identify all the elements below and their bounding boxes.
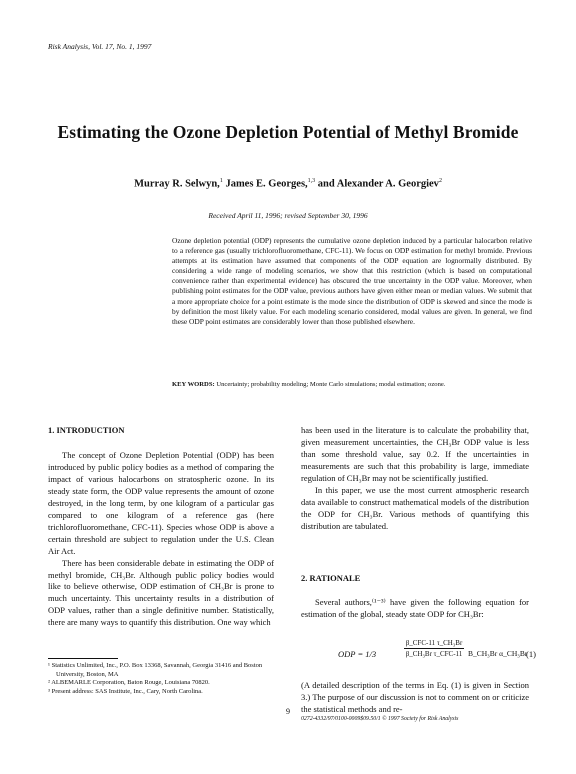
equation-denominator: β_CH₃Br τ_CFC-11: [405, 650, 463, 658]
section-heading: 2. RATIONALE: [301, 573, 361, 583]
affiliation-mark: 1: [219, 178, 223, 184]
footnote: ³ Present address: SAS Institute, Inc., Cary, North Carolina.: [48, 687, 203, 695]
author-name: and Alexander A. Georgiev: [317, 178, 439, 190]
keywords-label: KEY WORDS:: [172, 381, 215, 388]
keywords-text: Uncertainty; probability modeling; Monte Carlo simulations; modal estimation; ozone.: [216, 381, 446, 388]
paragraph: has been used in the literature is to calculate the probability that, given measurement uncertainties, the CH₃Br ODP value is less than some threshold value, say 0.2. If the uncertainties in measurements are such that this probability is large, immediate regulation of CH₃Br may not be scientifically justified.: [301, 425, 529, 483]
footnote-rule: [48, 658, 118, 659]
right-column-top: [301, 425, 529, 533]
paragraph: There has been considerable debate in estimating the ODP of methyl bromide, CH₃Br. Although public policy bodies would like to believe otherwise, ODP estimation of CH₃Br is prone to much uncertainty. This uncertainty results in a distribution of ODP values, rather than a single definitive number. Statistically, there are many ways to quantify this distribution. One way which: [48, 557, 274, 628]
footnote: ¹ Statistics Unlimited, Inc., P.O. Box 13368, Savannah, Georgia 31416 and Boston University, Boston, MA: [48, 662, 263, 678]
paragraph: In this paper, we use the most current atmospheric research data available to construct mathematical models of the distribution the ODP for CH₃Br. Various methods of quantifying this distribution are tabulated.: [301, 484, 529, 531]
equation-1: [338, 637, 538, 677]
fraction-bar: [404, 648, 464, 649]
paragraph: The concept of Ozone Depletion Potential (ODP) has been introduced by public policy bodies as a method of comparing the impact of various halocarbons on stratospheric ozone. In its steady state form, the ODP value represents the amount of ozone destroyed, in the long term, by one kilogram of a particular gas compared to one kilogram of a reference gas (here trichlorofluoromethane, CFC-11). Species whose ODP is above a certain threshold are subject to regulation under the U.S. Clean Air Act.: [48, 450, 274, 556]
footnote: ² ALBEMARLE Corporation, Baton Rouge, Louisiana 70820.: [48, 679, 210, 687]
page-number: 9: [286, 707, 290, 716]
author-line: [0, 178, 576, 190]
affiliation-mark: 1,3: [307, 178, 316, 184]
right-column-eq-intro: [301, 597, 529, 621]
author-name: James E. Georges,: [225, 178, 308, 190]
equation-tail: B_CH₃Br α_CH₃Br: [468, 649, 528, 658]
section-heading: 1. INTRODUCTION: [48, 425, 125, 435]
section-2-heading: [301, 573, 529, 585]
equation-numerator: β_CFC-11 τ_CH₃Br: [405, 639, 463, 647]
paragraph: (A detailed description of the terms in Eq. (1) is given in Section 3.) The purpose of our discussion is not to comment on or criticize the statistical methods and re-: [301, 680, 529, 714]
author-name: Murray R. Selwyn,: [134, 178, 220, 190]
abstract: Ozone depletion potential (ODP) represents the cumulative ozone depletion induced by a particular halocarbon relative to a reference gas (usually trichlorofluoromethane, CFC-11). We focus on ODP estimation for methyl bromide. Previous attempts at its estimation have assumed that components of the ODP equation are lognormally distributed. By considering a wide range of modeling scenarios, we show that this restriction (which is based on computational convenience rather than experimental evidence) has obscured the true uncertainty in the ODP value. Moreover, when publishing point estimates for the ODP value, previous authors have given either mean or median values. We submit that a more appropriate choice for a point estimate is the mode since the distribution of ODP is skewed and since the mode is by definition the most likely value. For each modeling scenario considered, modal values are given. In general, we find these ODP point estimates are considerably lower than those published elsewhere.: [172, 236, 532, 326]
affiliation-mark: 2: [438, 178, 442, 184]
equation-number: (1): [526, 649, 536, 659]
keywords-line: [172, 381, 547, 388]
left-column-body: [48, 450, 274, 629]
equation-fraction: [404, 639, 464, 658]
copyright-line: 0272-4332/97/0100-0009$09.50/1 © 1997 Society for Risk Analysis: [301, 716, 459, 722]
article-title: Estimating the Ozone Depletion Potential of Methyl Bromide: [57, 122, 519, 142]
footnotes: [48, 662, 278, 696]
paragraph: Several authors,⁽¹⁻³⁾ have given the following equation for estimation of the global, steady state ODP for CH₃Br:: [301, 597, 529, 619]
section-1-heading: [48, 425, 274, 437]
received-dates: Received April 11, 1996; revised September 30, 1996: [208, 211, 368, 220]
equation-lhs: ODP = 1/3: [338, 649, 377, 659]
journal-header: Risk Analysis, Vol. 17, No. 1, 1997: [48, 42, 152, 51]
